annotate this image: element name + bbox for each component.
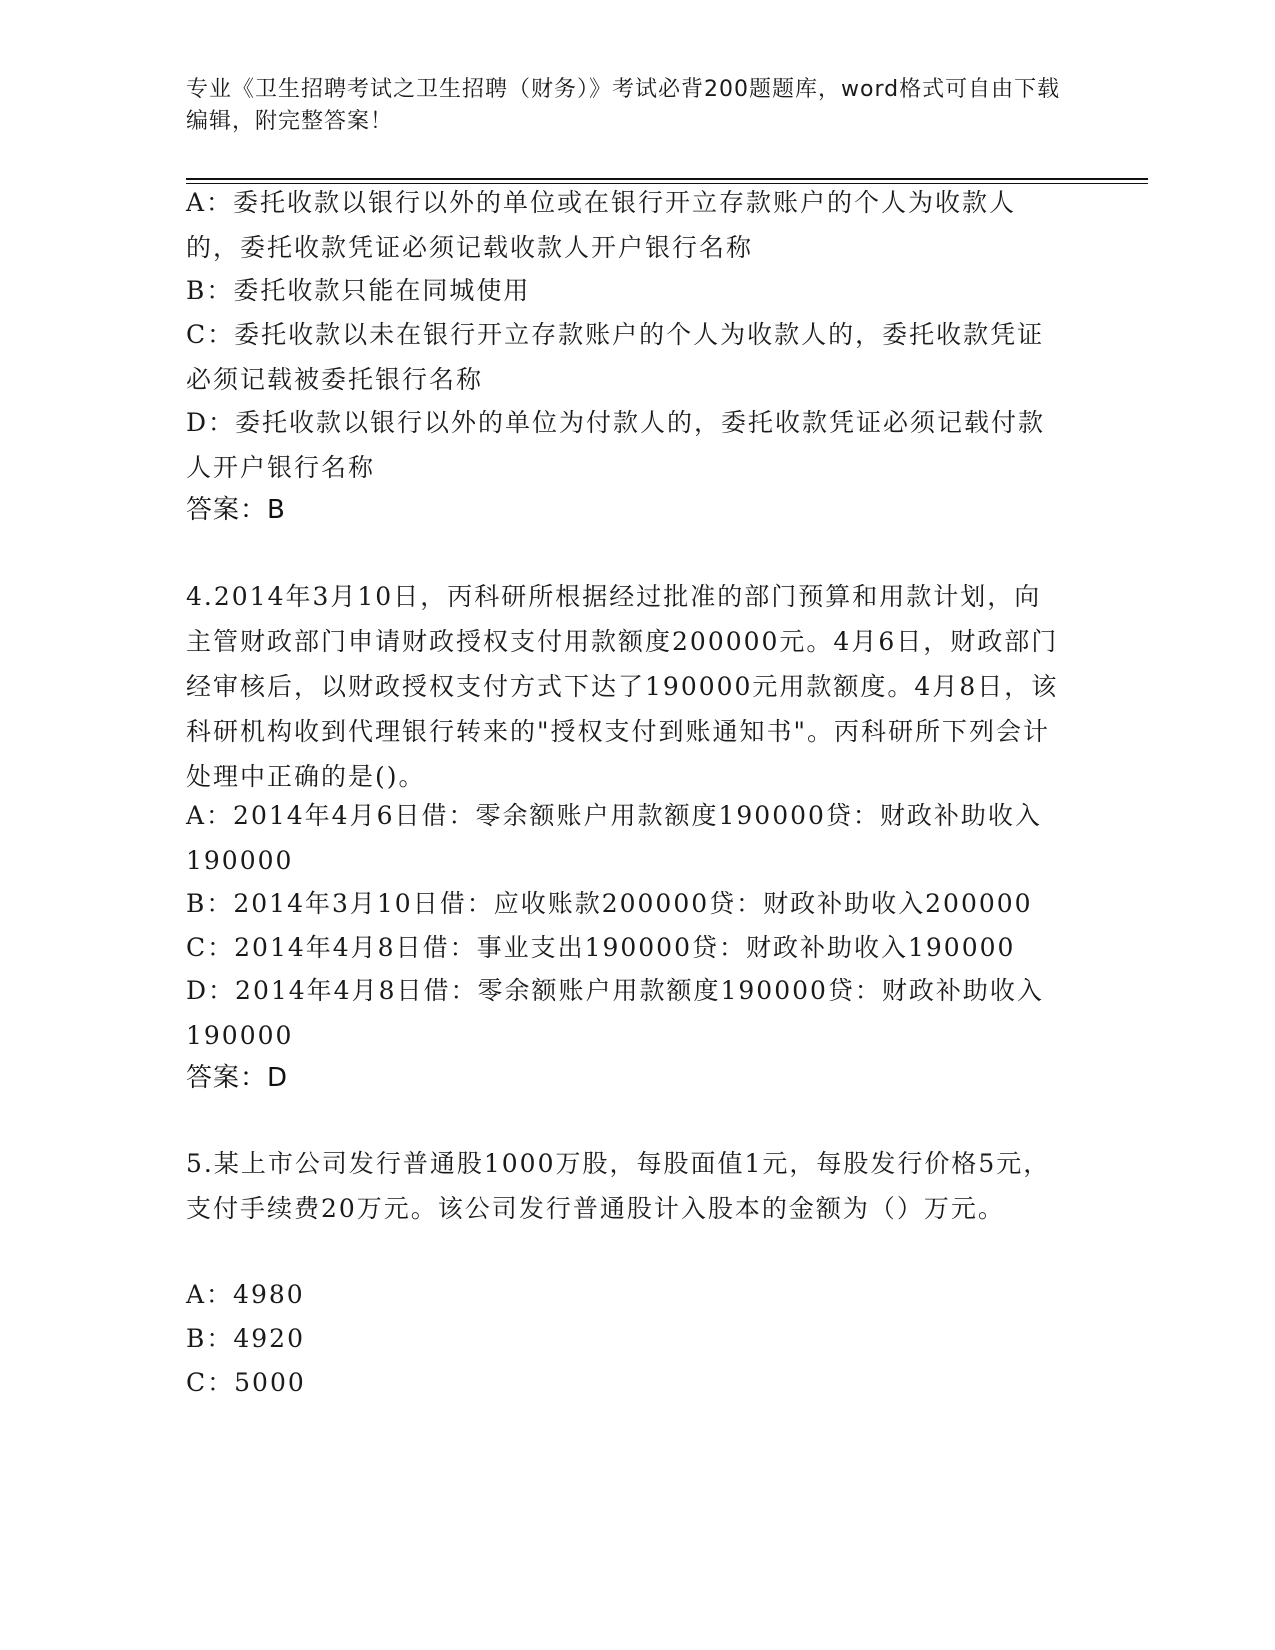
q5-option-a: A：4980 bbox=[186, 1280, 305, 1309]
q3-option-c: C：委托收款以未在银行开立存款账户的个人为收款人的，委托收款凭证必须记载被委托银行名称 bbox=[186, 320, 1045, 394]
q3-answer: 答案：B bbox=[186, 495, 286, 525]
q5-stem: 5.某上市公司发行普通股1000万股，每股面值1元，每股发行价格5元，支付手续费20万元。该公司发行普通股计入股本的金额为（）万元。 bbox=[186, 1149, 1051, 1223]
q5-option-c: C：5000 bbox=[186, 1368, 306, 1397]
q3-option-d: D：委托收款以银行以外的单位为付款人的，委托收款凭证必须记载付款人开户银行名称 bbox=[186, 408, 1046, 482]
q4-option-a: A：2014年4月6日借：零余额账户用款额度190000贷：财政补助收入190000 bbox=[186, 801, 1042, 875]
q5-option-b: B：4920 bbox=[186, 1324, 305, 1353]
q3-option-a: A：委托收款以银行以外的单位或在银行开立存款账户的个人为收款人的，委托收款凭证必须记载收款人开户银行名称 bbox=[186, 188, 1017, 262]
document-title: 专业《卫生招聘考试之卫生招聘（财务）》考试必背200题题库，word格式可自由下载编辑，附完整答案！ bbox=[186, 77, 1061, 134]
q4-stem: 4.2014年3月10日，丙科研所根据经过批准的部门预算和用款计划，向主管财政部门申请财政授权支付用款额度200000元。4月6日，财政部门经审核后，以财政授权支付方式下达了190000元用款额度。4月8日，该科研机构收到代理银行转来的"授权支付到账通知书"。丙科研所下列会计处理中正确的是()。 bbox=[186, 582, 1059, 791]
q4-option-c: C：2014年4月8日借：事业支出190000贷：财政补助收入190000 bbox=[186, 933, 1016, 962]
q4-answer: 答案：D bbox=[186, 1063, 289, 1093]
q4-option-b: B：2014年3月10日借：应收账款200000贷：财政补助收入200000 bbox=[186, 889, 1033, 918]
q3-option-b: B：委托收款只能在同城使用 bbox=[186, 276, 531, 305]
q4-option-d: D：2014年4月8日借：零余额账户用款额度190000贷：财政补助收入190000 bbox=[186, 976, 1044, 1050]
